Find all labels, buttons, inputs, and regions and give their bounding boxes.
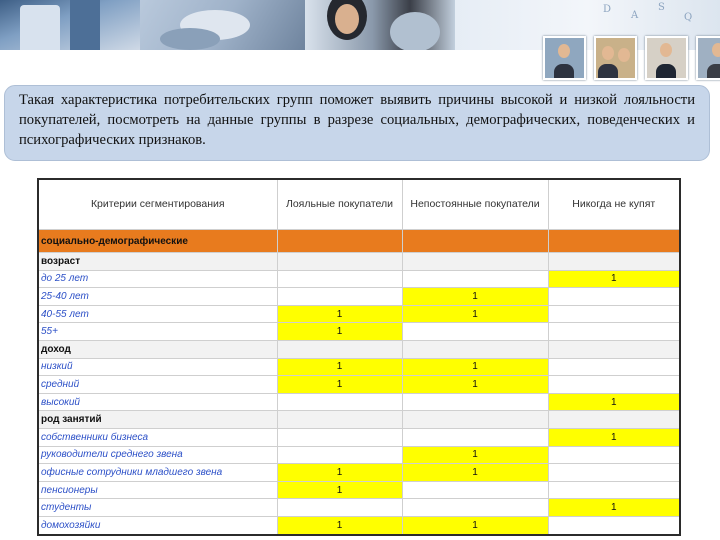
banner-photo-keyboard: D A S Q (455, 0, 720, 50)
table-row (38, 376, 680, 394)
value-cell: 1 (402, 358, 548, 376)
value-cell (277, 288, 402, 306)
group-row (38, 411, 680, 429)
section-label: социально-демографические (38, 230, 277, 253)
value-cell: 1 (548, 270, 680, 288)
criterion-label: средний (38, 376, 277, 394)
group-label: возраст (38, 253, 277, 271)
value-cell (277, 446, 402, 464)
header-inconsistent: Непостоянные покупатели (402, 179, 548, 230)
description-box (4, 85, 710, 161)
value-cell (548, 446, 680, 464)
team-thumbnails (543, 36, 720, 80)
criterion-label: студенты (38, 499, 277, 517)
table-row (38, 323, 680, 341)
table-row (38, 288, 680, 306)
value-cell (277, 270, 402, 288)
value-cell: 1 (277, 305, 402, 323)
table-row (38, 499, 680, 517)
description-text: Такая характеристика потребительских групп поможет выявить причины высокой и низкой лояльности покупателей, посмотреть на данные группы в разрезе социальных, демографических, поведенческих и психографических признаков. (19, 92, 695, 148)
criterion-label: пенсионеры (38, 481, 277, 499)
value-cell: 1 (548, 499, 680, 517)
value-cell (277, 428, 402, 446)
value-cell: 1 (277, 464, 402, 482)
value-cell (402, 393, 548, 411)
value-cell (402, 481, 548, 499)
thumbnail-photo-1 (543, 36, 586, 80)
value-cell: 1 (402, 376, 548, 394)
value-cell (548, 376, 680, 394)
criterion-label: 40-55 лет (38, 305, 277, 323)
criterion-label: низкий (38, 358, 277, 376)
value-cell: 1 (402, 464, 548, 482)
criterion-label: собственники бизнеса (38, 428, 277, 446)
criterion-label: руководители среднего звена (38, 446, 277, 464)
value-cell (548, 323, 680, 341)
criterion-label: 25-40 лет (38, 288, 277, 306)
value-cell: 1 (277, 358, 402, 376)
table-row (38, 516, 680, 534)
table-row (38, 393, 680, 411)
group-row (38, 253, 680, 271)
table-row (38, 305, 680, 323)
table-row (38, 446, 680, 464)
value-cell (402, 499, 548, 517)
value-cell: 1 (548, 428, 680, 446)
criterion-label: домохозяйки (38, 516, 277, 534)
value-cell: 1 (277, 323, 402, 341)
banner-photo-handshake (140, 0, 305, 50)
table-row (38, 481, 680, 499)
group-row (38, 340, 680, 358)
criterion-label: офисные сотрудники младшего звена (38, 464, 277, 482)
table-row (38, 464, 680, 482)
header-never-buy: Никогда не купят (548, 179, 680, 230)
value-cell (548, 305, 680, 323)
table-row (38, 358, 680, 376)
group-label: род занятий (38, 411, 277, 429)
value-cell (402, 270, 548, 288)
value-cell (548, 464, 680, 482)
value-cell (548, 358, 680, 376)
criterion-label: 55+ (38, 323, 277, 341)
table-row (38, 270, 680, 288)
value-cell (277, 393, 402, 411)
thumbnail-photo-3 (645, 36, 688, 80)
value-cell: 1 (277, 516, 402, 534)
value-cell (402, 428, 548, 446)
table-row (38, 428, 680, 446)
segmentation-table (37, 178, 681, 536)
banner-photo-skyscraper (0, 0, 140, 50)
group-label: доход (38, 340, 277, 358)
thumbnail-photo-2 (594, 36, 637, 80)
value-cell: 1 (402, 446, 548, 464)
value-cell (548, 481, 680, 499)
header-loyal: Лояльные покупатели (277, 179, 402, 230)
table-body (38, 230, 680, 535)
value-cell: 1 (277, 481, 402, 499)
value-cell (402, 323, 548, 341)
value-cell: 1 (402, 288, 548, 306)
value-cell (548, 516, 680, 534)
criterion-label: высокий (38, 393, 277, 411)
value-cell: 1 (548, 393, 680, 411)
value-cell: 1 (402, 516, 548, 534)
value-cell (277, 499, 402, 517)
banner-photo-woman (305, 0, 455, 50)
section-row (38, 230, 680, 253)
criterion-label: до 25 лет (38, 270, 277, 288)
thumbnail-photo-4 (696, 36, 720, 80)
table-header-row (38, 179, 680, 230)
value-cell: 1 (277, 376, 402, 394)
header-criteria: Критерии сегментирования (38, 179, 277, 230)
value-cell (548, 288, 680, 306)
value-cell: 1 (402, 305, 548, 323)
